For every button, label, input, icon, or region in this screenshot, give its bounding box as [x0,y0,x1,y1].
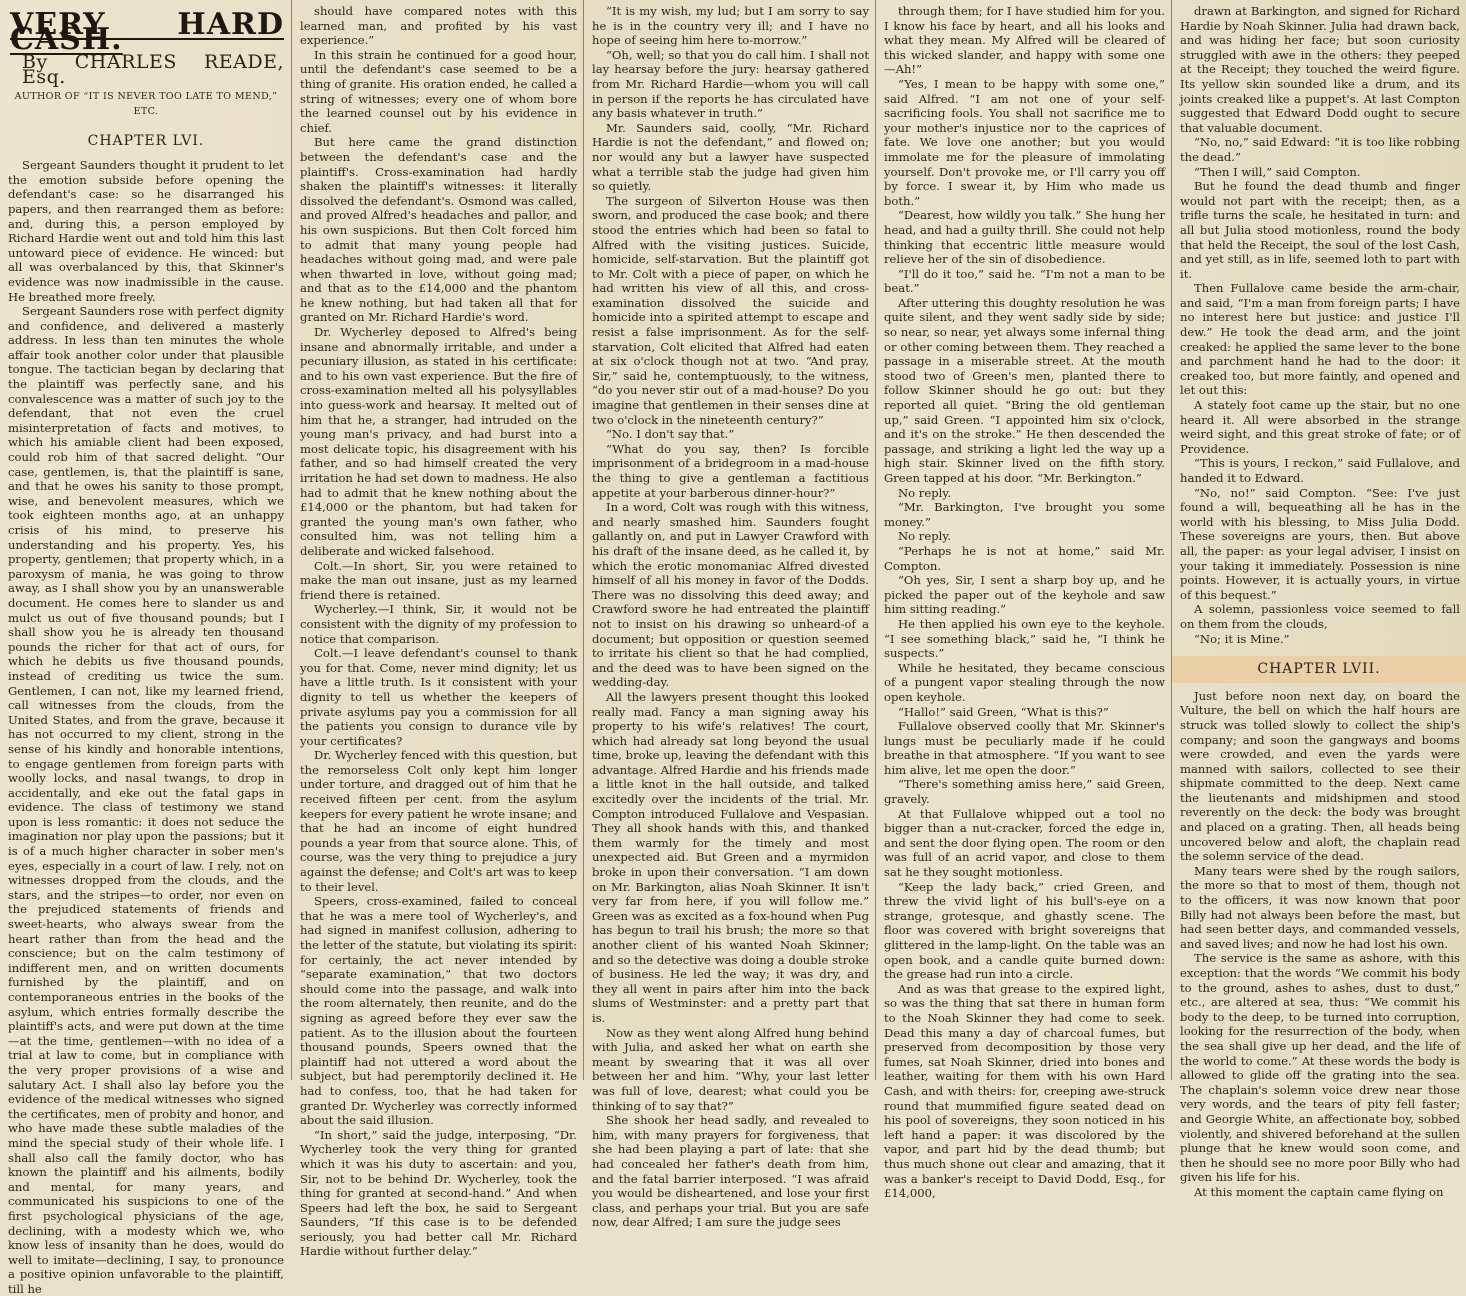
paragraph: “It is my wish, my lud; but I am sorry to say he is in the country very ill; and I have no hope of seeing him here to-morrow.” [592,4,869,48]
paragraph: Sergeant Saunders thought it prudent to let the emotion subside before opening the defendant's case: so he disarranged his papers, and then rearranged them as before: and, during this, a person employed by Richard Hardie went out and told him this last untoward piece of evidence. He winced: but all was overbalanced by this, that Skinner's evidence was now inadmissible in the cause. He breathed more freely. [8,158,284,304]
paragraph: through them; for I have studied him for you. I know his face by heart, and all his looks and what they mean. My Alfred will be cleared of this wicked slander, and happy with some one—Ah!” [884,4,1165,77]
paragraph: At this moment the captain came flying on [1194,1184,1444,1199]
column-3 [584,0,875,1230]
column-5 [1172,0,1466,1199]
paragraph: A solemn, passionless voice seemed to fall on them from the clouds, [1180,602,1460,631]
paragraph: Dr. Wycherley fenced with this question, but the remorseless Colt only kept him longer under torture, and dragged out of him that he received fifteen per cent. from the asylum keepers for every patient he wrote insane; and that he had an income of eight hundred pounds a year from that source alone. This, of course, was the very thing to prejudice a jury against the defense; and Colt's art was to keep to their level. [300,748,577,894]
paragraph: No reply. [898,485,952,500]
paragraph: “Dearest, how wildly you talk.” She hung her head, and had a guilty thrill. She could not help thinking that eccentric little measure would relieve her of the sin of disobedience. [884,208,1165,267]
paragraph: After uttering this doughty resolution he was quite silent, and they went sadly side by side; so near, so near, yet always some infernal thing or other coming between them. They reached a passage in a miserable street. At the mouth stood two of Green's men, planted there to follow Skinner should he go out: but they reported all quiet. “Bring the old gentleman up,” said Green. “I appointed him six o'clock, and it's on the stroke.” He then descended the passage, and striking a light led the way up a high stair. Skinner lived on the fifth story. Green tapped at his door. “Mr. Berkington.” [884,295,1165,485]
paragraph: Many tears were shed by the rough sailors, the more so that to most of them, though not to the officers, it was now known that poor Billy had not always been before the mast, but had seen better days, and commanded vessels, and saved lives; and now he had lost his own. [1180,863,1460,951]
paragraph: Colt.—I leave defendant's counsel to thank you for that. Come, never mind dignity; let us have a little truth. Is it consistent with your dignity to tell us whether the keepers of private asylums pay you a commission for all the patients you consign to durance vile by your certificates? [300,646,577,748]
column-3-text [592,4,869,1230]
column-1-text [8,158,284,1296]
paragraph: She shook her head sadly, and revealed to him, with many prayers for forgiveness, that she had been playing a part of late: that she had concealed her father's death from him, and the fatal barrier interposed. “I was afraid you would be disheartened, and lose your first class, and perhaps your trial. But you are safe now, dear Alfred; I am sure the judge sees [592,1113,869,1230]
paragraph: All the lawyers present thought this looked really mad. Fancy a man signing away his property to his wife's relatives! The court, which had already sat long beyond the usual time, broke up, leaving the defendant with this advantage. Alfred Hardie and his friends made a little knot in the hall outside, and talked excitedly over the incidents of the trial. Mr. Compton introduced Fullalove and Vespasian. They all shook hands with this, and thanked them warmly for the timely and most unexpected aid. But Green and a myrmidon broke in upon their conversation. “I am down on Mr. Barkington, alias Noah Skinner. It isn't very far from here, if you will follow me.” Green was as excited as a fox-hound when Pug has begun to trail his brush; the more so that another client of his wanted Noah Skinner; and so the detective was doing a double stroke of business. He led the way; it was dry, and they all went in pairs after him into the back slums of Westminster: and a pretty part that is. [592,689,869,1025]
paragraph: “Yes, I mean to be happy with some one,” said Alfred. “I am not one of your self-sacrificing fools. You shall not sacrifice me to your mother's injustice nor to the caprices of fate. We love one another; but you would immolate me for the pleasure of immolating yourself. Don't provoke me, or I'll carry you off by force. I swear it, by Him who made us both.” [884,76,1165,208]
paragraph: “There's something amiss here,” said Green, gravely. [884,777,1165,807]
paragraph: No reply. [898,529,952,544]
chapter-heading-lvii: CHAPTER LVII. [1172,656,1466,683]
paragraph: He then applied his own eye to the keyhole. “I see something black,” said he, “I think he suspects.” [884,616,1165,661]
paragraph: Mr. Saunders said, coolly, “Mr. Richard Hardie is not the defendant,” and flowed on; nor would any but a lawyer have suspected what a terrible stab the judge had given him so quietly. [592,120,869,194]
paragraph: drawn at Barkington, and signed for Richard Hardie by Noah Skinner. Julia had drawn back, and was hiding her face; but soon curiosity struggled with awe in the others: they peeped at the Receipt; they touched the weird figure. Its yellow skin sounded like a drum, and its joints creaked like a puppet's. At last Compton suggested that Edward Dodd ought to secure that valuable document. [1180,4,1460,135]
column-4-text [884,4,1165,1201]
paragraph: “Oh yes, Sir, I sent a sharp boy up, and he picked the paper out of the keyhole and saw him sitting reading.” [884,573,1165,617]
column-4 [876,0,1171,1201]
paragraph: should have compared notes with this learned man, and profited by his vast experience.” [300,4,577,48]
paragraph: Dr. Wycherley deposed to Alfred's being insane and abnormally irritable, and under a pecuniary illusion, as stated in his certificate: and to his own vast experience. But the fire of cross-examination melted all his polysyllables into guess-work and hearsay. It melted out of him that he, a stranger, had intruded on the young man's privacy, and had burst into a most delicate topic, his disagreement with his father, and so had himself created the very irritation he had set down to madness. He also had to admit that he knew nothing about the £14,000 or the phantom, but had taken for granted the young man's own father, who consulted him, was not telling him a deliberate and wicked falsehood. [300,325,577,558]
paragraph: But he found the dead thumb and finger would not part with the receipt; then, as a trifle turns the scale, he hesitated in turn: and all but Julia stood motionless, round the body that held the Receipt, the soul of the lost Cash, and yet still, as in life, seemed loth to part with it. [1180,179,1460,281]
paragraph: “I'll do it too,” said he. “I'm not a man to be beat.” [884,266,1165,296]
paragraph: “Hallo!” said Green, “What is this?” [898,704,1109,719]
paragraph: A stately foot came up the stair, but no one heard it. All were absorbed in the strange weird sight, and this great stroke of fate; or of Providence. [1180,398,1460,456]
story-title: VERY HARD CASH. [10,7,284,57]
paragraph: “This is yours, I reckon,” said Fullalove, and handed it to Edward. [1180,456,1460,485]
paragraph: Wycherley.—I think, Sir, it would not be consistent with the dignity of my profession to notice that comparison. [300,602,577,646]
byline: By CHARLES READE, Esq. [22,51,284,88]
paragraph: Speers, cross-examined, failed to conceal that he was a mere tool of Wycherley's, and had signed in manifest collusion, adhering to the letter of the statute, but violating its spirit: for certainly, the act never intended by “separate examination,” that two doctors should come into the passage, and walk into the room alternately, then reunite, and do the signing as agreed before they ever saw the patient. As to the illusion about the fourteen thousand pounds, Speers owned that the plaintiff had not uttered a word about the subject, but had peremptorily declined it. He had to confess, too, that he had taken for granted Dr. Wycherley was correctly informed about the said illusion. [300,894,577,1128]
paragraph: The service is the same as ashore, with this exception: that the words “We commit his body to the ground, ashes to ashes, dust to dust,” etc., are altered at sea, thus: “We commit his body to the deep, to be turned into corruption, looking for the resurrection of the body, when the sea shall give up her dead, and the life of the world to come.” At these words the body is allowed to glide off the grating into the sea. The chaplain's solemn voice drew near those very words, and the tears of pity fell faster; and Georgie White, an affectionate boy, sobbed violently, and shivered beforehand at the sullen plunge that he knew would soon come, and then he should see no more poor Billy who had given his life for his. [1180,951,1460,1185]
chapter-heading-lvi: CHAPTER LVI. [87,132,205,149]
paragraph: In this strain he continued for a good hour, until the defendant's case seemed to be a thing of granite. His oration ended, he called a string of witnesses; every one of whom bore the learned counsel out by his evidence in chief. [300,47,577,135]
paragraph: In a word, Colt was rough with this witness, and nearly smashed him. Saunders fought gallantly on, and put in Lawyer Crawford with his draft of the insane deed, as he called it, by which the erotic monomaniac Alfred divested himself of all his money in favor of the Dodds. There was no dissolving this deed away; and Crawford swore he had entreated the plaintiff not to insist on his drawing so unheard-of a document; but opposition or question seemed to irritate his client so that he had complied, and the deed was to have been signed on the wedding-day. [592,500,869,690]
paragraph: “Perhaps he is not at home,” said Mr. Compton. [884,543,1165,573]
paragraph: “No, no,” said Edward: “it is too like robbing the dead.” [1180,135,1460,164]
paragraph: Colt.—In short, Sir, you were retained to make the man out insane, just as my learned friend there is retained. [300,558,577,602]
paragraph: Sergeant Saunders rose with perfect dignity and confidence, and delivered a masterly address. In less than ten minutes the whole affair took another color under that plausible tongue. The tactician began by declaring that the plaintiff was perfectly sane, and his convalescence was a matter of such joy to the defendant, that not even the cruel misinterpretation of facts and motives, to which his amiable client had been exposed, could rob him of that sacred delight. “Our case, gentlemen, is, that the plaintiff is sane, and that he owes his sanity to those prompt, wise, and benevolent measures, which we took eighteen months ago, at an unhappy crisis of his mind, to preserve his understanding and his property. Yes, his property, gentlemen; that property which, in a paroxysm of mania, he was going to throw away, as I shall show you by an unanswerable document. He comes here to slander us and mulct us out of five thousand pounds; but I shall show you he is already ten thousand pounds the richer for that act of ours, for which he debits us five thousand pounds, instead of crediting us twice the sum. Gentlemen, I can not, like my learned friend, call witnesses from the clouds, from the United States, and from the grave, because it has not occurred to my client, strong in the sense of his kindly and honorable intentions, to engage gentlemen from foreign parts with woolly locks, and nasal twangs, to drop in accidentally, and eke out the fatal gaps in evidence. The class of testimony we stand upon is less romantic: it does not seduce the imagination nor play upon the passions; but it is of a much higher character in sober men's eyes, especially in a court of law. I rely, not on witnesses dropped from the clouds, and the stars, and the stripes—to order, nor even on the prejudiced statements of friends and sweet-hearts, who always swear from the heart rather than from the head and the conscience; but on the calm testimony of indifferent men, and on written documents furnished by the plaintiff, and on contemporaneous entries in the books of the asylum, which entries formally describe the plaintiff's acts, and were put down at the time—at the time, gentlemen—with no idea of a trial at law to come, but in compliance with the very proper provisions of a wise and salutary Act. I shall also lay before you the evidence of the medical witnesses who signed the certificates, men of probity and honor, and who have made these subtle maladies of the mind the special study of their whole life. I shall also call the family doctor, who has known the plaintiff and his ailments, bodily and mental, for many years, and communicated his suspicions to one of the first psychological physicians of the age, declining, with a modesty which we, who know less of insanity than he does, would do well to imitate—declining, I say, to pronounce a positive opinion unfavorable to the plaintiff, till he [8,304,284,1296]
paragraph: Fullalove observed coolly that Mr. Skinner's lungs must be peculiarly made if he could breathe in that atmosphere. “If you want to see him alive, let me open the door.” [884,719,1165,777]
paragraph: “Oh, well; so that you do call him. I shall not lay hearsay before the jury: hearsay gathered from Mr. Richard Hardie—whom you will call in person if the reports he has circulated have any basis whatever in truth.” [592,47,869,121]
paragraph: “Keep the lady back,” cried Green, and threw the vivid light of his bull's-eye on a strange, grotesque, and ghastly scene. The floor was covered with bright sovereigns that glittered in the lamp-light. On the table was an open book, and a candle quite burned down: the grease had run into a circle. [884,879,1165,982]
paragraph: “Mr. Barkington, I've brought you some money.” [884,500,1165,529]
paragraph: “No. I don't say that.” [606,427,735,442]
paragraph: But here came the grand distinction between the defendant's case and the plaintiff's. Cross-examination had hardly shaken the plaintiff's witnesses: it literally dissolved the defendant's. Osmond was called, and proved Alfred's headaches and pallor, and his own suspicions. But then Colt forced him to admit that many young people had headaches without going mad, and were pale when thwarted in love, without going mad; and that as to the £14,000 and the phantom he knew nothing, but had taken all that for granted on Mr. Richard Hardie's word. [300,135,577,325]
paragraph: “Then I will,” said Compton. [1194,164,1361,179]
author-note: AUTHOR OF “IT IS NEVER TOO LATE TO MEND,” ETC. [14,91,278,117]
column-5-text-top [1180,4,1460,646]
paragraph: Then Fullalove came beside the arm-chair, and said, “I'm a man from foreign parts; I have no interest here but justice: and justice I'll dew.” He took the dead arm, and the joint creaked: he applied the same lever to the bone and parchment hand he had to the door: it creaked too, but more faintly, and opened and let out this: [1180,281,1460,398]
paragraph: While he hesitated, they became conscious of a pungent vapor stealing through the now open keyhole. [884,660,1165,704]
paragraph: “No, no!” said Compton. “See: I've just found a will, bequeathing all he has in the world with his blessing, to Miss Julia Dodd. These sovereigns are yours, then. But above all, the paper: as your legal adviser, I insist on your taking it immediately. Possession is nine points. However, it is actually yours, in virtue of this bequest.” [1180,485,1460,602]
paragraph: “What do you say, then? Is forcible imprisonment of a bridegroom in a mad-house the thing to give a gentleman a factitious appetite at your barberous dinner-hour?” [592,441,869,500]
column-2-text [300,4,577,1259]
paragraph: Now as they went along Alfred hung behind with Julia, and asked her what on earth she meant by swearing that it was all over between her and him. “Why, your last letter was full of love, dearest; what could you be thinking of to say that?” [592,1025,869,1113]
column-1 [0,0,290,1296]
column-5-text-bottom [1180,689,1460,1200]
paragraph: The surgeon of Silverton House was then sworn, and produced the case book; and there stood the entries which had been so fatal to Alfred with the visiting justices. Suicide, homicide, self-starvation. But the plaintiff got to Mr. Colt with a piece of paper, on which he had written his view of all this, and cross-examination dissolved the suicide and homicide into a spirited attempt to escape and resist a false imprisonment. As for the self-starvation, Colt elicited that Alfred had eaten at six o'clock though not at two. “And pray, Sir,” said he, contemptuously, to the witness, “do you never stir out of a mad-house? Do you imagine that gentlemen in their senses dine at two o'clock in the nineteenth century?” [592,193,869,427]
paragraph: And as was that grease to the expired light, so was the thing that sat there in human form to the Noah Skinner they had come to seek. Dead this many a day of charcoal fumes, but preserved from decomposition by those very fumes, sat Noah Skinner, dried into bones and leather, waiting for them with his own Hard Cash, and with theirs: for, creeping awe-struck round that mummified figure seated dead on his pool of sovereigns, they soon noticed in his left hand a paper: it was discolored by the vapor, and part hid by the dead thumb; but thus much shone out clear and amazing, that it was a banker's receipt to David Dodd, Esq., for £14,000, [884,981,1165,1201]
column-2 [292,0,583,1259]
paragraph: Just before noon next day, on board the Vulture, the bell on which the half hours are struck was tolled slowly to collect the ship's company; and soon the gangways and booms were crowded, and even the yards were manned with sailors, collected to see their shipmate committed to the deep. Next came the lieutenants and midshipmen and stood reverently on the deck: the body was brought and placed on a grating. Then, all heads being uncovered below and aloft, the chaplain read the solemn service of the dead. [1180,688,1460,864]
paragraph: “No; it is Mine.” [1194,631,1290,646]
paragraph: “In short,” said the judge, interposing, “Dr. Wycherley took the very thing for granted which it was his duty to ascertain: and you, Sir, not to be behind Dr. Wycherley, took the thing for granted at second-hand.” And when Speers had left the box, he said to Sergeant Saunders, “If this case is to be defended seriously, you had better call Mr. Richard Hardie without further delay.” [300,1127,577,1259]
paragraph: At that Fullalove whipped out a tool no bigger than a nut-cracker, forced the edge in, and sent the door flying open. The room or den was full of an acrid vapor, and close to them sat he they sought motionless. [884,806,1165,880]
